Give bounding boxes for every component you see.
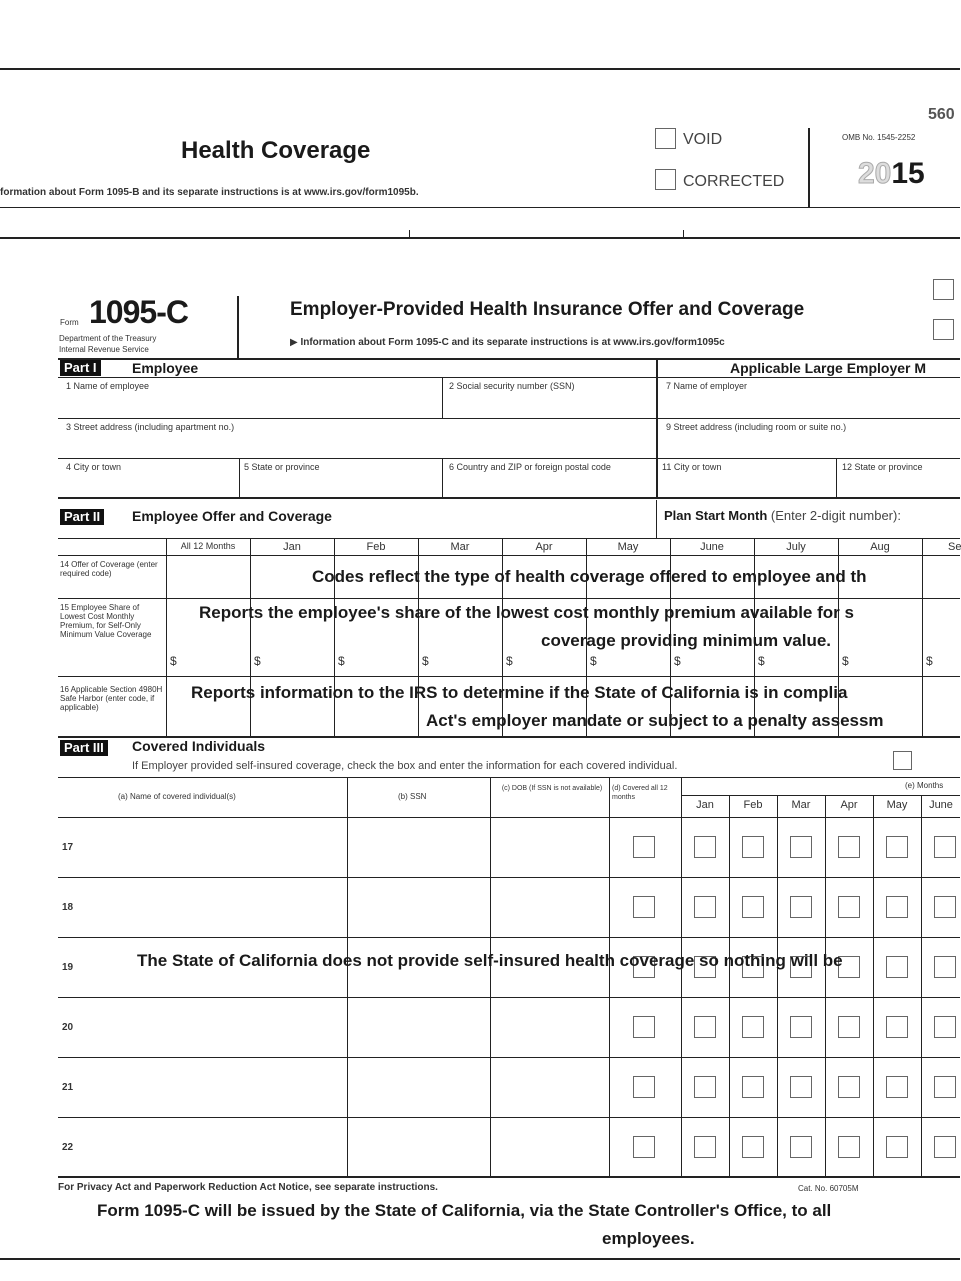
tax-year [858, 157, 925, 191]
covered-month-checkbox[interactable] [838, 896, 860, 918]
part3-instruction: If Employer provided self-insured coverage, check the box and enter the information for each covered individual. [132, 760, 678, 772]
part2-title: Employee Offer and Coverage [132, 508, 332, 524]
covered-month-checkbox[interactable] [694, 1016, 716, 1038]
line15-bottom [58, 676, 960, 677]
form-info-line: ▶ Information about Form 1095-C and its separate instructions is at www.irs.gov/form1095c [290, 337, 725, 348]
void-checkbox[interactable] [655, 128, 676, 149]
tax-year-suffix: 15 [891, 157, 925, 190]
plan-start-note: (Enter 2-digit number): [770, 508, 901, 523]
self-insured-checkbox[interactable] [893, 751, 912, 770]
part1-vline-3 [442, 458, 443, 498]
cat-number: Cat. No. 60705M [798, 1184, 859, 1193]
p3-v-m1 [729, 795, 730, 1177]
top-form-title: Health Coverage [181, 137, 371, 164]
p3-v-m2 [777, 795, 778, 1177]
p3-month-mar: Mar [791, 799, 811, 811]
part2-header-line [58, 538, 960, 539]
line15-dollar: $ [674, 654, 681, 668]
row-17-bottom [58, 877, 960, 878]
covered-month-checkbox[interactable] [838, 836, 860, 858]
covered-all-12-months-checkbox[interactable] [633, 1136, 655, 1158]
part2-month-line [58, 555, 960, 556]
covered-month-checkbox[interactable] [694, 836, 716, 858]
form-word: Form [60, 318, 79, 327]
part1-bottom-border [58, 497, 960, 499]
covered-month-checkbox[interactable] [886, 836, 908, 858]
covered-month-checkbox[interactable] [790, 896, 812, 918]
part1-title: Employee [132, 360, 199, 376]
top-border [0, 68, 960, 70]
line15-note-1: Reports the employee's share of the lowest cost monthly premium available for s [199, 603, 854, 622]
field-2-label: 2 Social security number (SSN) [449, 381, 575, 391]
month-header-feb: Feb [366, 541, 386, 553]
part3-bottom-border [58, 1176, 960, 1178]
top-divider [808, 128, 810, 208]
part1-vline-4 [836, 458, 837, 498]
row-20-bottom [58, 1057, 960, 1058]
part1-header-line [58, 377, 960, 378]
month-header-jul: July [786, 541, 806, 553]
month-header-mar: Mar [450, 541, 470, 553]
covered-month-checkbox[interactable] [694, 1136, 716, 1158]
top-form-info: formation about Form 1095-B and its separate instructions is at www.irs.gov/form1095b. [0, 187, 419, 198]
p3-month-jan: Jan [696, 799, 714, 811]
void-label: VOID [683, 131, 723, 148]
covered-month-checkbox[interactable] [742, 1076, 764, 1098]
tax-year-prefix: 20 [858, 157, 892, 190]
line15-dollar: $ [926, 654, 933, 668]
part1-label: Part I [60, 360, 101, 376]
month-header-aug: Aug [870, 541, 890, 553]
line15-dollar: $ [506, 654, 513, 668]
bottom-border [0, 1258, 960, 1260]
covered-month-checkbox[interactable] [790, 1016, 812, 1038]
irs-label: Internal Revenue Service [59, 345, 149, 354]
covered-month-checkbox[interactable] [838, 1016, 860, 1038]
top-line [0, 207, 960, 208]
month-header-sep: Se [948, 541, 961, 553]
row-18-number: 18 [62, 902, 74, 913]
p3-month-jun: June [929, 799, 953, 811]
row19-note: The State of California does not provide self-insured health coverage so nothing will be [137, 951, 843, 970]
line15-dollar: $ [338, 654, 345, 668]
field-9-label: 9 Street address (including room or suite no.) [666, 422, 847, 432]
form-title: Employer-Provided Health Insurance Offer and Coverage [290, 299, 805, 320]
covered-month-checkbox[interactable] [694, 896, 716, 918]
col-a-header: (a) Name of covered individual(s) [118, 792, 236, 801]
covered-month-checkbox[interactable] [886, 1136, 908, 1158]
covered-month-checkbox[interactable] [694, 1076, 716, 1098]
covered-month-checkbox[interactable] [934, 1136, 956, 1158]
covered-month-checkbox[interactable] [838, 1136, 860, 1158]
part3-label: Part III [60, 740, 108, 756]
part2-label: Part II [60, 509, 104, 525]
month-header-apr: Apr [535, 541, 553, 553]
line15-dollar: $ [422, 654, 429, 668]
corrected-checkbox-1095c[interactable] [933, 319, 954, 340]
line15-note-2: coverage providing minimum value. [541, 631, 832, 650]
months-subheader-line [681, 795, 960, 796]
p3-v-m3 [825, 795, 826, 1177]
p3-month-feb: Feb [743, 799, 763, 811]
line14-label: 14 Offer of Coverage (enter required code) [60, 560, 158, 578]
row-19-number: 19 [62, 962, 74, 973]
covered-month-checkbox[interactable] [838, 1076, 860, 1098]
covered-month-checkbox[interactable] [742, 836, 764, 858]
field-11-label: 11 City or town [662, 462, 722, 472]
field-4-label: 4 City or town [66, 462, 122, 472]
row-19-bottom [58, 997, 960, 998]
top-line-2 [0, 237, 960, 239]
part1-vline-2 [239, 458, 240, 498]
plan-start-month [664, 508, 901, 523]
corrected-checkbox[interactable] [655, 169, 676, 190]
issuance-note-2: employees. [602, 1229, 695, 1248]
covered-month-checkbox[interactable] [790, 836, 812, 858]
form-code: 560 [928, 106, 955, 123]
covered-month-checkbox[interactable] [886, 1076, 908, 1098]
line15-dollar: $ [758, 654, 765, 668]
covered-month-checkbox[interactable] [934, 956, 956, 978]
part1-employer-title: Applicable Large Employer M [730, 360, 927, 376]
p2-v-9 [922, 538, 923, 736]
issuance-note-1: Form 1095-C will be issued by the State of California, via the State Controller's Office, to all [97, 1201, 832, 1220]
field-12-label: 12 State or province [842, 462, 923, 472]
row-18-bottom [58, 937, 960, 938]
month-header-may: May [617, 541, 639, 553]
void-checkbox-1095c[interactable] [933, 279, 954, 300]
line16-label: 16 Applicable Section 4980H Safe Harbor (enter code, if applicable) [60, 685, 163, 712]
covered-month-checkbox[interactable] [742, 896, 764, 918]
p3-v-m5 [921, 795, 922, 1177]
covered-month-checkbox[interactable] [790, 1136, 812, 1158]
covered-all-12-months-checkbox[interactable] [633, 1016, 655, 1038]
line15-dollar: $ [254, 654, 261, 668]
col-c-header: (c) DOB (If SSN is not available) [501, 785, 603, 792]
line14-bottom [58, 598, 960, 599]
month-header-all: All 12 Months [180, 541, 236, 551]
p3-v-m4 [873, 795, 874, 1177]
line16-note-1: Reports information to the IRS to determine if the State of California is in complia [191, 683, 848, 702]
part1-vline-1 [442, 377, 443, 418]
field-1-label: 1 Name of employee [66, 381, 150, 391]
covered-month-checkbox[interactable] [886, 896, 908, 918]
part1-line-3 [58, 458, 960, 459]
plan-start-label: Plan Start Month [664, 508, 768, 523]
field-7-label: 7 Name of employer [666, 381, 748, 391]
line15-dollar: $ [842, 654, 849, 668]
covered-month-checkbox[interactable] [742, 1016, 764, 1038]
header-divider [237, 296, 239, 358]
covered-month-checkbox[interactable] [934, 1016, 956, 1038]
covered-month-checkbox[interactable] [742, 1136, 764, 1158]
field-3-label: 3 Street address (including apartment no.) [66, 422, 235, 432]
part3-header-line [58, 777, 960, 778]
col-d-header: (d) Covered all 12 months [612, 785, 668, 801]
row-17-number: 17 [62, 842, 74, 853]
month-header-jun: June [700, 541, 724, 553]
covered-month-checkbox[interactable] [886, 1016, 908, 1038]
line15-dollar: $ [170, 654, 177, 668]
treasury-dept: Department of the Treasury [59, 334, 157, 343]
line15-dollar: $ [590, 654, 597, 668]
covered-month-checkbox[interactable] [934, 896, 956, 918]
line14-note: Codes reflect the type of health coverage offered to employee and th [312, 567, 867, 586]
line16-note-2: Act's employer mandate or subject to a penalty assessm [426, 711, 884, 730]
row-21-bottom [58, 1117, 960, 1118]
row-22-number: 22 [62, 1142, 74, 1153]
form-number: 1095-C [89, 294, 188, 330]
p2-v-0 [166, 538, 167, 736]
covered-month-checkbox[interactable] [790, 1076, 812, 1098]
row-21-number: 21 [62, 1082, 74, 1093]
top-tick-2 [683, 230, 684, 237]
part3-title: Covered Individuals [132, 738, 266, 754]
corrected-label: CORRECTED [683, 173, 785, 190]
covered-month-checkbox[interactable] [934, 1076, 956, 1098]
part2-header-divider [656, 500, 657, 538]
p3-month-may: May [886, 799, 908, 811]
part1-center-divider [656, 358, 658, 498]
covered-month-checkbox[interactable] [886, 956, 908, 978]
covered-all-12-months-checkbox[interactable] [633, 1076, 655, 1098]
field-5-label: 5 State or province [244, 462, 320, 472]
omb-number: OMB No. 1545-2252 [842, 133, 916, 142]
col-b-header: (b) SSN [398, 792, 427, 801]
top-tick-1 [409, 230, 410, 237]
covered-month-checkbox[interactable] [934, 836, 956, 858]
row-20-number: 20 [62, 1022, 74, 1033]
part1-line-2 [58, 418, 960, 419]
month-header-jan: Jan [283, 541, 301, 553]
field-6-label: 6 Country and ZIP or foreign postal code [449, 462, 611, 472]
p3-month-apr: Apr [840, 799, 858, 811]
privacy-notice: For Privacy Act and Paperwork Reduction Act Notice, see separate instructions. [58, 1182, 438, 1193]
line15-label: 15 Employee Share of Lowest Cost Monthly Premium, for Self-Only Minimum Value Coverage [60, 603, 152, 639]
col-e-header: (e) Months [905, 781, 944, 790]
covered-all-12-months-checkbox[interactable] [633, 896, 655, 918]
p2-v-1 [250, 538, 251, 736]
covered-all-12-months-checkbox[interactable] [633, 836, 655, 858]
